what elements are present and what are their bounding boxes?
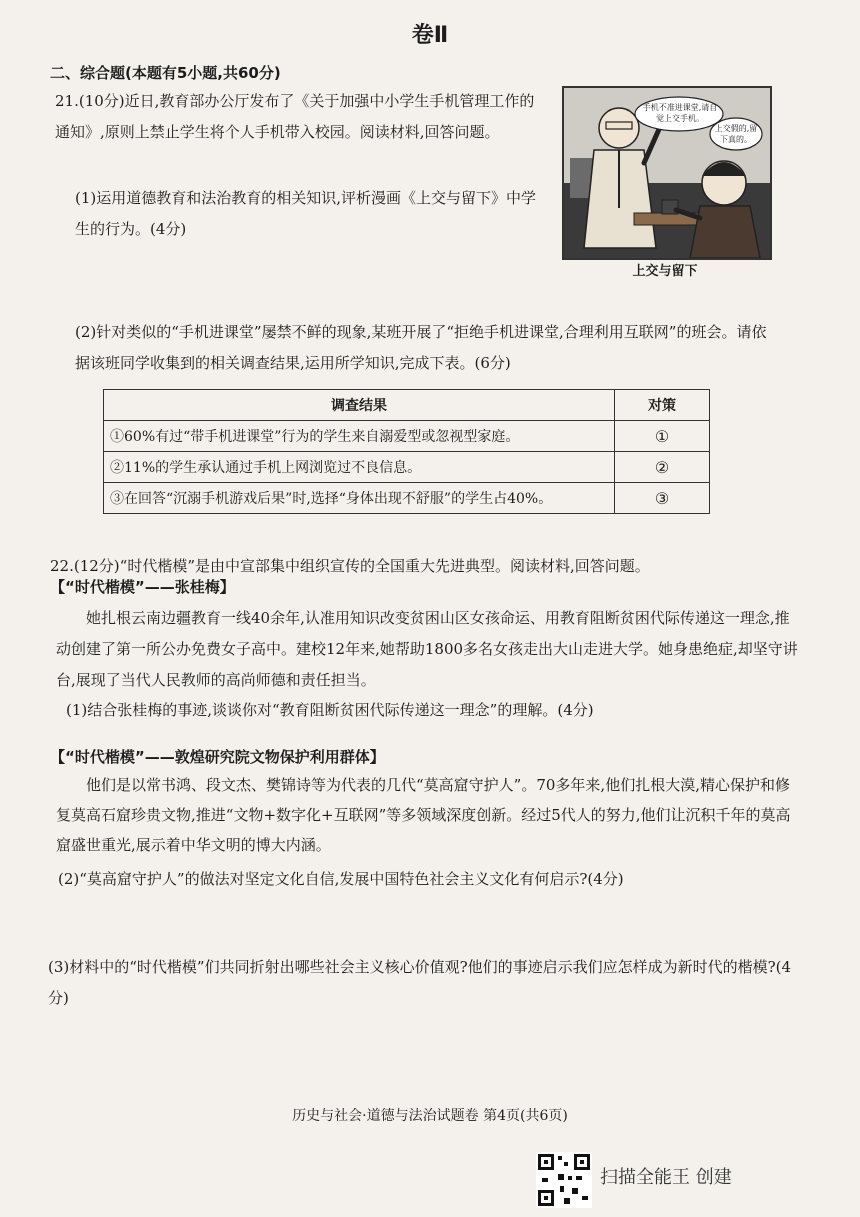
table-header-results: 调查结果	[104, 390, 615, 421]
teacher-speech-bubble: 手机不准进课堂,请自觉上交手机。	[642, 103, 718, 123]
page-footer: 历史与社会·道德与法治试题卷 第4页(共6页)	[292, 1108, 568, 1124]
question-21-part-1: (1)运用道德教育和法治教育的相关知识,评析漫画《上交与留下》中学生的行为。(4分)	[75, 189, 537, 238]
question-22-stem: 22.(12分)“时代楷模”是由中宣部集中组织宣传的全国重大先进典型。阅读材料,回答问题。	[50, 557, 650, 575]
material-2-text: 他们是以常书鸿、段文杰、樊锦诗等为代表的几代“莫高窟守护人”。70多年来,他们扎根大漠,精心保护和修复莫高石窟珍贵文物,推进“文物+数字化+互联网”等多领域深度创新。经过5代人的努力,他们让沉积千年的莫高窟盛世重光,展示着中华文明的博大内涵。	[56, 776, 791, 854]
table-row	[104, 421, 710, 452]
table-cell-measure[interactable]: ③	[615, 483, 710, 514]
table-row	[104, 452, 710, 483]
table-cell-measure[interactable]: ①	[615, 421, 710, 452]
question-21-part-2: (2)针对类似的“手机进课堂”屡禁不鲜的现象,某班开展了“拒绝手机进课堂,合理利用互联网”的班会。请依据该班同学收集到的相关调查结果,运用所学知识,完成下表。(6分)	[75, 323, 767, 372]
table-cell-result: ①60%有过“带手机进课堂”行为的学生来自溺爱型或忽视型家庭。	[104, 421, 615, 452]
question-22-part-1: (1)结合张桂梅的事迹,谈谈你对“教育阻断贫困代际传递这一理念”的理解。(4分)	[66, 701, 594, 719]
student-speech-bubble: 上交假的,留下真的。	[714, 124, 758, 144]
section-heading: 二、综合题(本题有5小题,共60分)	[50, 64, 281, 82]
material-1-text: 她扎根云南边疆教育一线40余年,认准用知识改变贫困山区女孩命运、用教育阻断贫困代际传递这一理念,推动创建了第一所公办免费女子高中。建校12年来,她帮助1800多名女孩走出大山走进大学。她身患绝症,却坚守讲台,展现了当代人民教师的高尚师德和责任担当。	[56, 609, 798, 689]
table-cell-result: ③在回答“沉溺手机游戏后果”时,选择“身体出现不舒服”的学生占40%。	[104, 483, 615, 514]
table-cell-measure[interactable]: ②	[615, 452, 710, 483]
question-22-part-3: (3)材料中的“时代楷模”们共同折射出哪些社会主义核心价值观?他们的事迹启示我们应怎样成为新时代的楷模?(4分)	[48, 958, 792, 1007]
table-row	[104, 483, 710, 514]
scanner-watermark: 扫描全能王 创建	[600, 1167, 732, 1188]
material-2-header: 【“时代楷模”——敦煌研究院文物保护利用群体】	[50, 748, 385, 766]
paper-title: 卷Ⅱ	[411, 23, 449, 48]
survey-table	[103, 389, 710, 514]
table-header-row	[104, 390, 710, 421]
qr-code-icon	[536, 1152, 592, 1208]
table-header-measures: 对策	[615, 390, 710, 421]
question-21-stem: 21.(10分)近日,教育部办公厅发布了《关于加强中小学生手机管理工作的通知》,原则上禁止学生将个人手机带入校园。阅读材料,回答问题。	[55, 92, 535, 141]
material-1-header: 【“时代楷模”——张桂梅】	[50, 578, 235, 596]
cartoon-image	[562, 86, 772, 260]
question-22-part-2: (2)“莫高窟守护人”的做法对坚定文化自信,发展中国特色社会主义文化有何启示?(4分)	[58, 870, 624, 888]
cartoon-caption: 上交与留下	[632, 264, 698, 279]
table-cell-result: ②11%的学生承认通过手机上网浏览过不良信息。	[104, 452, 615, 483]
